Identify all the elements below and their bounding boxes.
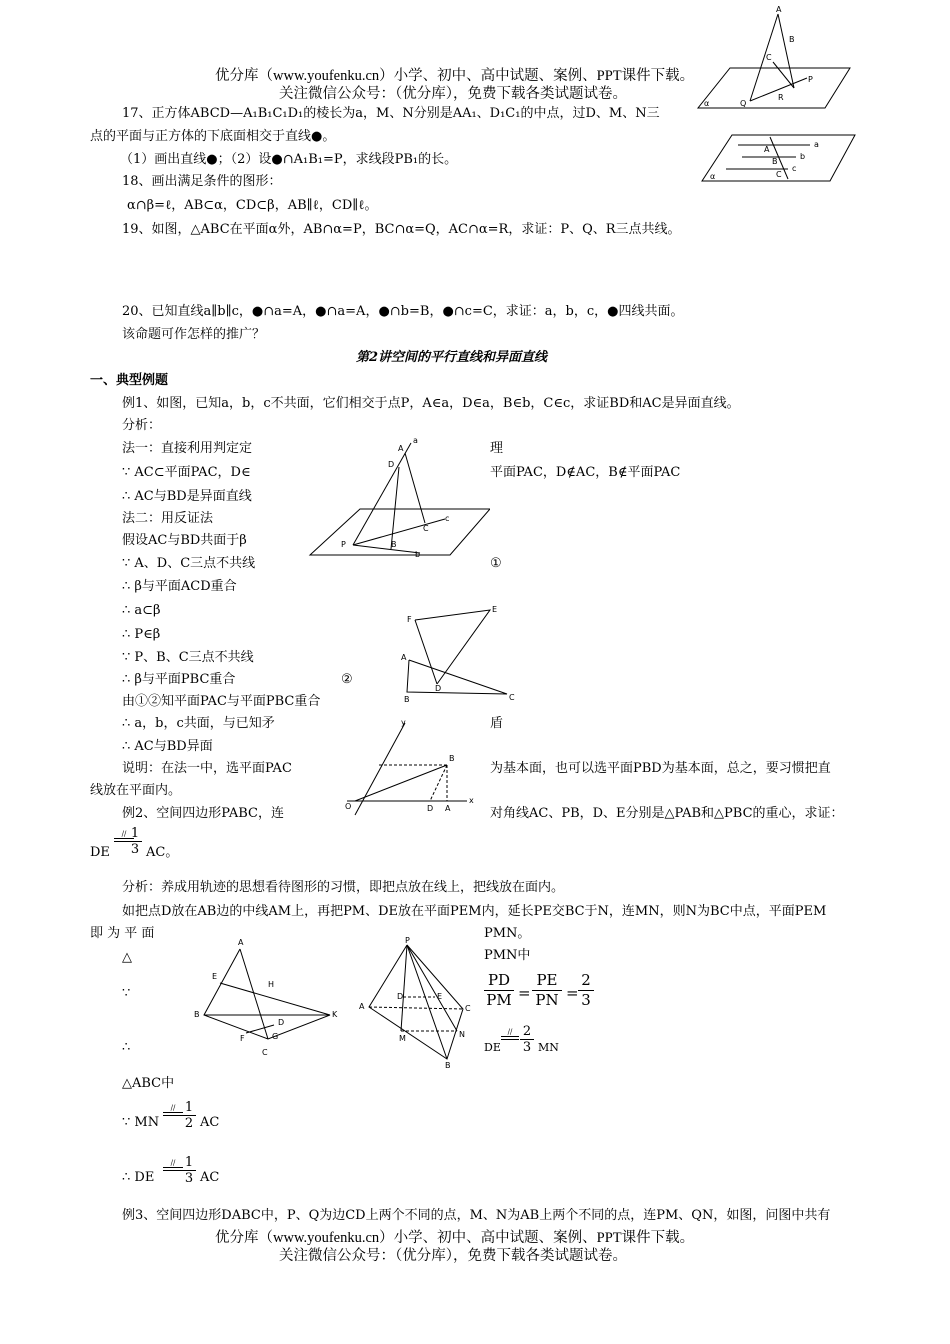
ex1-analysis: 分析： [122, 418, 162, 433]
ex1-because-1-tail: 平面PAC，D∉AC，B∉平面PAC [490, 465, 681, 480]
ex1-method1: 法一：直接利用判定定 [122, 441, 253, 456]
ex2-equals-2: = [566, 984, 579, 1002]
ex1-step-4: ∴ P∈β [122, 627, 161, 642]
ex2-ac: AC。 [146, 845, 179, 860]
ex2-therefore-2: ∴ DE [122, 1170, 155, 1185]
segment-fd [246, 1025, 274, 1033]
segment-ek [220, 983, 330, 1015]
segment-ob [355, 765, 447, 801]
label-a-ex1: a [413, 436, 418, 445]
ex2-line-3: 如把点D放在AB边的中线AM上，再把PM、DE放在平面PEM内，延长PE交BC于N，连MN，则N为BC中点，平面PEM [122, 904, 827, 919]
plane-alpha [698, 68, 850, 108]
edge-pb [407, 945, 447, 1059]
ex1-assume: 假设AC与BD共面于β [122, 533, 247, 548]
label-d-axes: D [427, 804, 434, 813]
label-c: C [766, 53, 772, 62]
segment-ac [750, 14, 778, 101]
line-a-ex1 [353, 443, 411, 545]
label-b-2: B [404, 695, 410, 704]
label-pt-c: C [776, 170, 782, 179]
ex1-step-7: 由①②知平面PAC与平面PBC重合 [122, 694, 321, 709]
ex2-ratio-pd-pm: PD PM [484, 971, 514, 1010]
label-c-4: C [465, 1004, 471, 1013]
ex2-fraction-1-3-b: 1 3 [182, 1155, 196, 1186]
ex3-statement: 例3、空间四边形DABC中，P、Q为边CD上两个不同的点，M、N为AB上两个不同的点，连PM、QN，如图，问图中共有 [122, 1208, 831, 1223]
header-line-1: 优分库（www.youfenku.cn）小学、初中、高中试题、案例、PPT课件下载。 [215, 68, 695, 84]
label-line-c: c [792, 164, 797, 173]
label-a-4: A [359, 1002, 365, 1011]
ex1-note-line-2: 线放在平面内。 [90, 783, 182, 798]
label-pt-a-ex1: A [398, 444, 404, 453]
segment-pn [407, 945, 457, 1031]
ex2-therefore-1: ∴ [122, 1040, 131, 1055]
ex2-line-4: 即 为 平 面 [90, 926, 155, 941]
ex2-statement: 例2、空间四边形PABC，连 [122, 806, 284, 821]
ex2-parallel-equal-1: // [112, 830, 136, 842]
ex1-method1-tail: 理 [490, 441, 504, 456]
ex1-marker-1: ① [490, 556, 502, 571]
edge-ac-hidden [369, 1007, 463, 1009]
ex1-conclusion-1: ∴ AC与BD是异面直线 [122, 489, 252, 504]
ex2-de: DE [90, 845, 110, 860]
ex1-note-tail: 为基本面，也可以选平面PBD为基本面，总之，要习惯把直 [490, 761, 831, 776]
label-y: y [401, 718, 406, 727]
ex2-parallel-equal-2: // [500, 1028, 520, 1040]
figure-example-1 [305, 435, 490, 560]
segment-pm [401, 945, 407, 1031]
label-c-2: C [509, 693, 515, 702]
ex1-step-8-tail: 盾 [490, 716, 504, 731]
ex2-de-2: DE [484, 1041, 501, 1054]
label-alpha: α [704, 99, 710, 108]
problem-20-line-1: 20、已知直线a∥b∥c，●∩a=A，●∩a=A，●∩b=B，●∩c=C，求证：a，b，c，●四线共面。 [122, 304, 684, 319]
ex1-note: 说明：在法一中，选平面PAC [122, 761, 292, 776]
line-b-ex1 [353, 545, 420, 553]
label-e-3: E [212, 972, 218, 981]
label-x: x [469, 796, 474, 805]
problem-17-line-2: 点的平面与正方体的下底面相交于直线●。 [90, 129, 336, 144]
label-d-4: D [397, 992, 404, 1001]
footer-line-1: 优分库（www.youfenku.cn）小学、初中、高中试题、案例、PPT课件下载。 [215, 1230, 695, 1246]
label-p-4: P [405, 936, 410, 945]
ex2-ratio-2-3: 2 3 [578, 971, 594, 1010]
label-pt-a: A [764, 145, 770, 154]
ex1-step-2: ∴ β与平面ACD重合 [122, 579, 237, 594]
ex1-step-6: ∴ β与平面PBC重合 [122, 672, 236, 687]
ex2-line-4-tail: PMN。 [484, 926, 531, 941]
ex2-fraction-1-3: 1 3 [128, 826, 142, 857]
ex1-marker-2: ② [341, 672, 353, 687]
label-b-3: B [194, 1010, 200, 1019]
label-alpha-2: α [710, 172, 716, 181]
footer-line-2: 关注微信公众号：（优分库），免费下载各类试题试卷。 [279, 1248, 627, 1264]
ex1-statement: 例1、如图，已知a，b，c不共面，它们相交于点P，A∈a，D∈a，B∈b，C∈c，求证BD和AC是异面直线。 [122, 396, 740, 411]
figure-tetrahedron [355, 935, 480, 1070]
problem-17-line-1: 17、正方体ABCD—A₁B₁C₁D₁的棱长为a，M、N分别是AA₁、D₁C₁的中点，过D、M、N三 [122, 106, 660, 121]
label-h-3: H [268, 980, 275, 989]
label-c-ex1: c [445, 514, 450, 523]
label-d-3: D [278, 1018, 285, 1027]
label-p: P [808, 75, 813, 84]
label-k-3: K [332, 1010, 338, 1019]
label-pt-b: B [772, 157, 778, 166]
label-m-4: M [399, 1034, 406, 1043]
ex1-method2: 法二：用反证法 [122, 511, 214, 526]
problem-20-line-2: 该命题可作怎样的推广？ [122, 327, 266, 342]
label-line-a: a [814, 140, 819, 149]
ex2-triangle: △ [122, 950, 132, 965]
ex1-step-3: ∴ a⊂β [122, 603, 161, 618]
label-b-axes: B [449, 754, 455, 763]
ex2-because-2: ∵ MN [122, 1115, 160, 1130]
ex2-fraction-1-2: 1 2 [182, 1100, 196, 1131]
label-b-4: B [445, 1061, 451, 1070]
ex1-conclusion-2: ∴ AC与BD异面 [122, 739, 213, 754]
label-d-2: D [435, 684, 442, 693]
figure-triangle-abk [190, 935, 350, 1060]
ex2-pmn-in: PMN中 [484, 948, 531, 963]
ex2-because-1: ∵ [122, 986, 131, 1001]
line-c-ex1 [353, 519, 445, 545]
label-b: B [789, 35, 795, 44]
ex1-step-1: ∵ A、D、C三点不共线 [122, 556, 256, 571]
label-pt-p-ex1: P [341, 540, 346, 549]
label-r: R [778, 93, 784, 102]
lecture-title: 第2讲空间的平行直线和异面直线 [356, 350, 548, 365]
problem-18-line-2: α∩β=ℓ，AB⊂α，CD⊂β，AB∥ℓ，CD∥ℓ。 [127, 198, 378, 213]
ex2-parallel-equal-3: // [162, 1104, 184, 1116]
label-b-ex1: b [415, 550, 421, 559]
ex2-ac-3: AC [200, 1170, 220, 1185]
ex1-step-5: ∵ P、B、C三点不共线 [122, 650, 254, 665]
label-a-2: A [401, 653, 407, 662]
label-o: O [345, 802, 352, 811]
ex2-triangle-abc: △ABC中 [122, 1076, 175, 1091]
ex2-fraction-2-3: 2 3 [520, 1024, 534, 1055]
header-line-2: 关注微信公众号：（优分库），免费下载各类试题试卷。 [279, 86, 627, 102]
ex2-mn: MN [538, 1041, 559, 1054]
ex1-because-1: ∵ AC⊂平面PAC，D∈ [122, 465, 251, 480]
ex2-ac-2: AC [200, 1115, 220, 1130]
ex2-equals-1: = [518, 984, 531, 1002]
quad-outline [204, 949, 330, 1039]
label-line-b: b [800, 152, 806, 161]
label-e: E [492, 605, 498, 614]
ex2-analysis: 分析：养成用轨迹的思想看待图形的习惯，即把点放在线上，把线放在面内。 [122, 880, 565, 895]
problem-17-line-3: （1）画出直线●；（2）设●∩A₁B₁=P，求线段PB₁的长。 [120, 152, 458, 167]
figure-axes [335, 715, 480, 820]
label-e-4: E [437, 992, 443, 1001]
ex2-parallel-equal-4: // [162, 1159, 184, 1171]
figure-parallel-lines-plane [690, 125, 860, 187]
label-f-3: F [240, 1034, 245, 1043]
label-pt-b-ex1: B [391, 540, 397, 549]
figure-triangle-plane [690, 0, 860, 120]
ex2-statement-tail: 对角线AC、PB，D、E分别是△PAB和△PBC的重心，求证： [490, 806, 844, 821]
label-a: A [776, 5, 782, 14]
label-a-3: A [238, 938, 244, 947]
label-pt-c-ex1: C [423, 524, 429, 533]
segment-ab [778, 14, 794, 88]
segment-fd [415, 620, 437, 684]
triangle-abc-2 [407, 660, 507, 694]
problem-18-line-1: 18、画出满足条件的图形： [122, 174, 282, 189]
problem-19: 19、如图，△ABC在平面α外，AB∩α=P，BC∩α=Q，AC∩α=R，求证：P、Q、R三点共线。 [122, 222, 681, 237]
ex1-step-8: ∴ a，b，c共面，与已知矛 [122, 716, 275, 731]
ex2-ratio-pe-pn: PE PN [532, 971, 562, 1010]
section-title: 一、典型例题 [90, 373, 169, 388]
label-pt-d-ex1: D [388, 460, 395, 469]
segment-ac-ex1 [405, 453, 425, 523]
label-g-3: G [272, 1032, 279, 1041]
label-a-axes: A [445, 804, 451, 813]
fe-path [415, 610, 490, 684]
figure-fe-abc [395, 600, 525, 705]
label-c-3: C [262, 1048, 268, 1057]
label-f: F [407, 615, 412, 624]
segment-ac-2 [240, 949, 268, 1039]
tetra-outline [369, 945, 463, 1059]
label-q: Q [740, 99, 747, 108]
segment-bd-ex1 [391, 467, 399, 549]
label-n-4: N [459, 1030, 465, 1039]
